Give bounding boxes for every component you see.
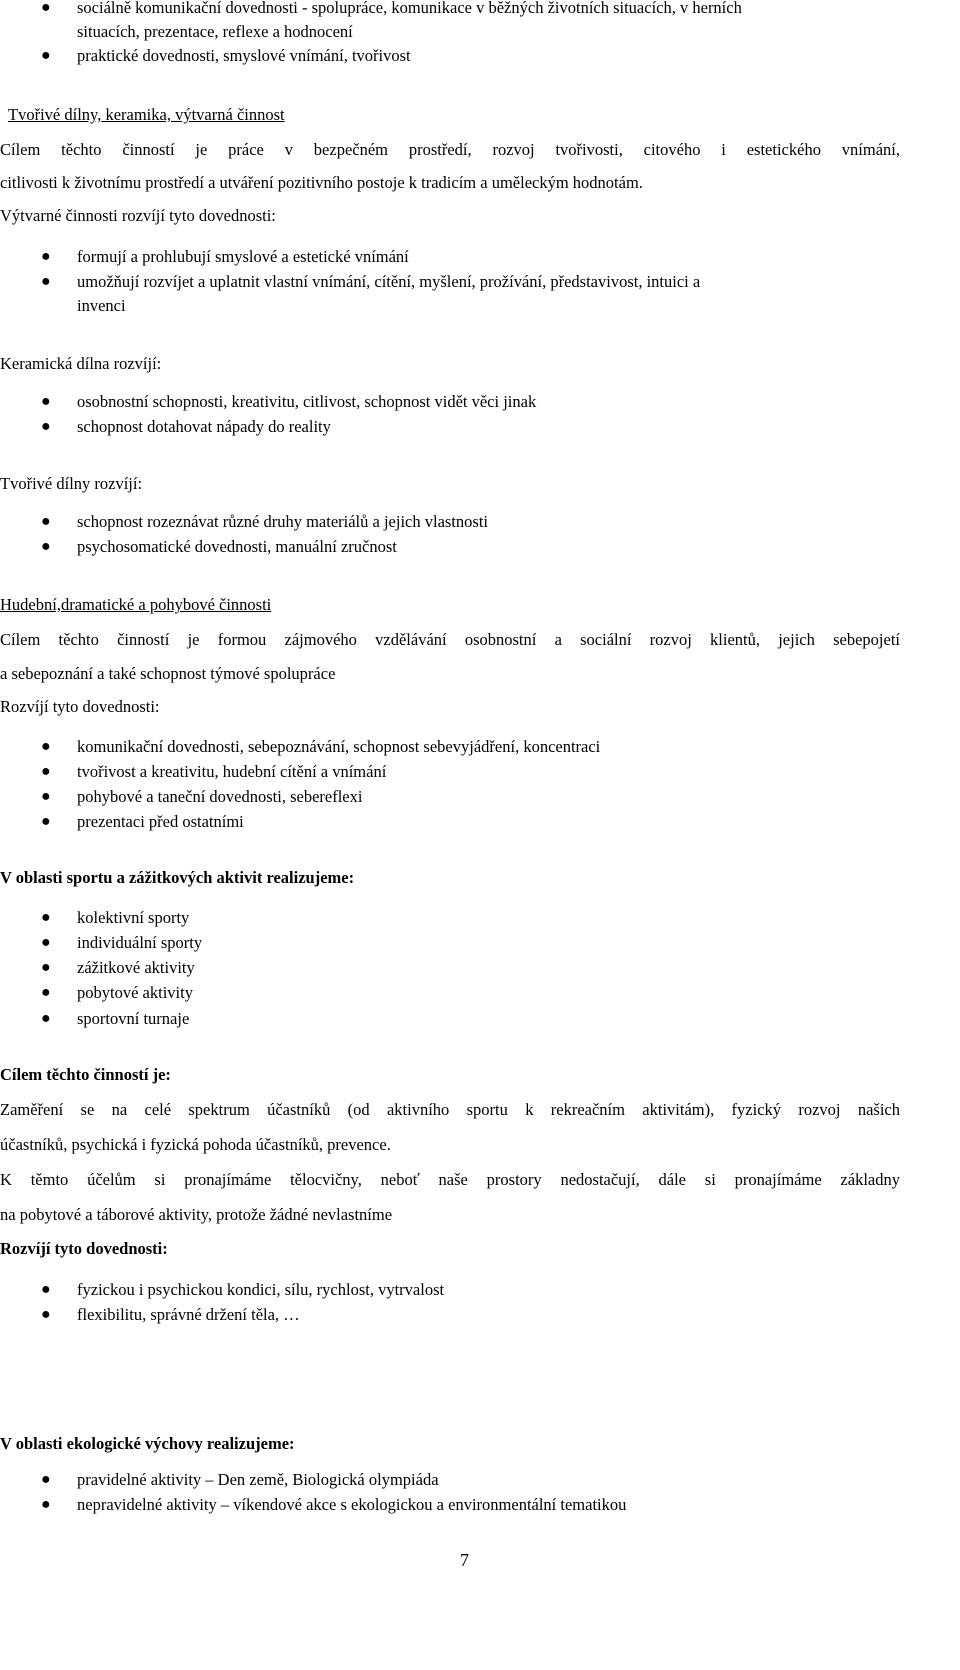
list-item: formují a prohlubují smyslové a estetické vnímání — [77, 247, 409, 266]
bullet: ● — [41, 1496, 51, 1513]
list-item: individuální sporty — [77, 933, 203, 952]
list-item: osobnostní schopnosti, kreativitu, citlivost, schopnost vidět věci jinak — [77, 392, 537, 411]
bullet: ● — [41, 47, 51, 64]
section-heading-sport: V oblasti sportu a zážitkových aktivit realizujeme: — [0, 868, 355, 887]
bullet: ● — [41, 788, 51, 805]
bullet: ● — [41, 1010, 51, 1027]
list-item: sportovní turnaje — [77, 1009, 190, 1028]
list-item: fyzickou i psychickou kondici, sílu, rychlost, vytrvalost — [77, 1280, 445, 1299]
paragraph-line: a sebepoznání a také schopnost týmové spolupráce — [0, 664, 336, 683]
bullet: ● — [41, 1306, 51, 1323]
list-item: flexibilitu, správné držení těla, … — [77, 1305, 300, 1324]
list-item-continuation: invenci — [77, 296, 126, 315]
bullet: ● — [41, 763, 51, 780]
paragraph-line: na pobytové a táborové aktivity, protože žádné nevlastníme — [0, 1205, 393, 1224]
paragraph-line: K těmto účelům si pronajímáme tělocvičny, neboť naše prostory nedostačují, dále si pronajímáme základny — [0, 1170, 900, 1189]
list-label: Rozvíjí tyto dovednosti: — [0, 697, 160, 716]
bullet: ● — [41, 813, 51, 830]
paragraph-line: Cílem těchto činností je formou zájmového vzdělávání osobnostní a sociální rozvoj klientů, jejich sebepojetí — [0, 630, 900, 649]
sub-heading: Cílem těchto činností je: — [0, 1065, 171, 1084]
bullet: ● — [41, 909, 51, 926]
paragraph-line: citlivosti k životnímu prostředí a utváření pozitivního postoje k tradicím a uměleckým hodnotám. — [0, 173, 643, 192]
bullet: ● — [41, 984, 51, 1001]
list-item: schopnost rozeznávat různé druhy materiálů a jejich vlastnosti — [77, 512, 488, 531]
list-item: praktické dovednosti, smyslové vnímání, tvořivost — [77, 46, 411, 65]
list-item-continuation: situacích, prezentace, reflexe a hodnocení — [77, 22, 353, 41]
list-item: pohybové a taneční dovednosti, sebereflexi — [77, 787, 363, 806]
list-item: komunikační dovednosti, sebepoznávání, schopnost sebevyjádření, koncentraci — [77, 737, 601, 756]
bullet: ● — [41, 393, 51, 410]
list-item: pobytové aktivity — [77, 983, 193, 1002]
list-item: kolektivní sporty — [77, 908, 190, 927]
section-heading-eko: V oblasti ekologické výchovy realizujeme: — [0, 1434, 295, 1453]
list-item: psychosomatické dovednosti, manuální zručnost — [77, 537, 397, 556]
bullet: ● — [41, 934, 51, 951]
sub-heading: Rozvíjí tyto dovednosti: — [0, 1239, 168, 1258]
list-label: Tvořivé dílny rozvíjí: — [0, 474, 143, 493]
list-label: Výtvarné činnosti rozvíjí tyto dovednosti: — [0, 206, 276, 225]
list-item: schopnost dotahovat nápady do reality — [77, 417, 331, 436]
paragraph-line: Cílem těchto činností je práce v bezpečném prostředí, rozvoj tvořivosti, citového i estetického vnímání, — [0, 140, 900, 159]
list-item: tvořivost a kreativitu, hudební cítění a vnímání — [77, 762, 387, 781]
bullet: ● — [41, 1471, 51, 1488]
list-item: umožňují rozvíjet a uplatnit vlastní vnímání, cítění, myšlení, prožívání, představivost, intuici a — [77, 272, 701, 291]
list-item: sociálně komunikační dovednosti - spolupráce, komunikace v běžných životních situacích, v herních — [77, 0, 742, 17]
bullet: ● — [41, 418, 51, 435]
list-item: nepravidelné aktivity – víkendové akce s ekologickou a environmentální tematikou — [77, 1495, 627, 1514]
section-heading-hudebni: Hudební,dramatické a pohybové činnosti — [0, 595, 272, 614]
list-item: zážitkové aktivity — [77, 958, 195, 977]
page-number: 7 — [460, 1550, 469, 1570]
list-item: pravidelné aktivity – Den země, Biologická olympiáda — [77, 1470, 439, 1489]
section-heading-tvorive: Tvořivé dílny, keramika, výtvarná činnost — [8, 105, 285, 124]
bullet: ● — [41, 1281, 51, 1298]
bullet: ● — [41, 0, 51, 16]
bullet: ● — [41, 538, 51, 555]
bullet: ● — [41, 273, 51, 290]
bullet: ● — [41, 513, 51, 530]
list-label: Keramická dílna rozvíjí: — [0, 354, 162, 373]
bullet: ● — [41, 248, 51, 265]
list-item: prezentaci před ostatními — [77, 812, 244, 831]
bullet: ● — [41, 959, 51, 976]
bullet: ● — [41, 738, 51, 755]
paragraph-line: účastníků, psychická i fyzická pohoda účastníků, prevence. — [0, 1135, 391, 1154]
paragraph-line: Zaměření se na celé spektrum účastníků (od aktivního sportu k rekreačním aktivitám), fyzický rozvoj našich — [0, 1100, 900, 1119]
